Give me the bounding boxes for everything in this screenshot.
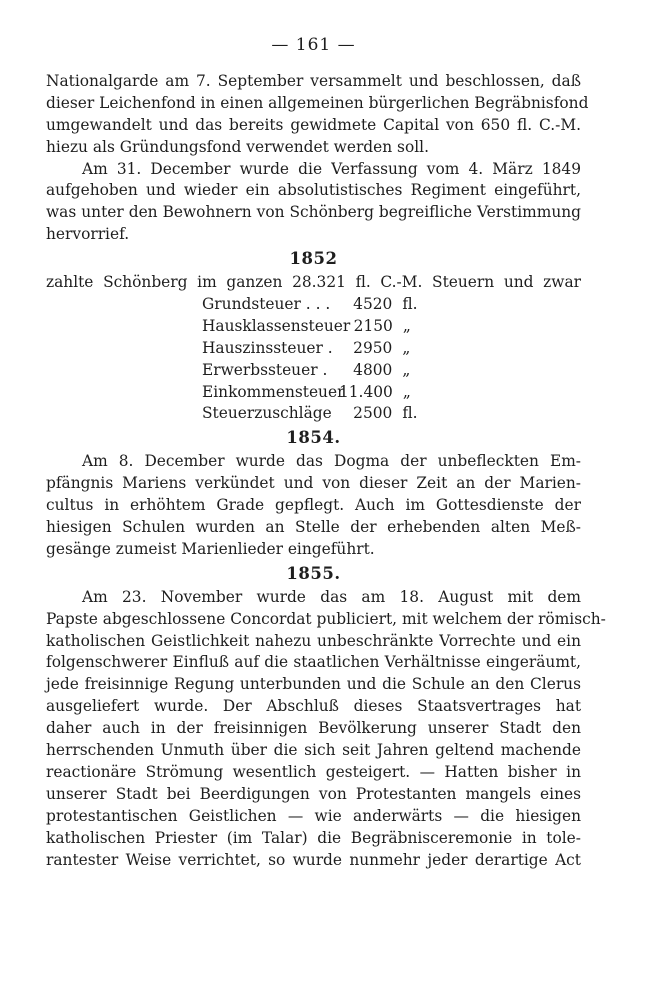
tax-amount: 2950 — [353, 338, 393, 357]
tax-amount: 2500 — [353, 404, 393, 423]
text-line: was unter den Bewohnern von Schönberg begreifliche Verstimmung — [46, 203, 581, 222]
tax-row — [202, 294, 442, 316]
year-heading-1854: 1854. — [286, 428, 341, 448]
text-line: reactionäre Strömung wesentlich gesteigert. — Hatten bisher in — [46, 762, 581, 781]
page-number: — 161 — — [271, 35, 356, 55]
tax-amount: 11.400 — [338, 382, 393, 401]
paragraph-december — [46, 159, 581, 247]
text-line: gesänge zumeist Marienlieder eingeführt. — [46, 539, 375, 558]
tax-unit: „ — [402, 382, 411, 401]
tax-row — [202, 338, 442, 360]
tax-row — [202, 382, 442, 404]
paragraph-intro — [46, 71, 589, 159]
tax-name: Steuerzuschläge — [202, 404, 332, 423]
tax-unit: „ — [402, 360, 411, 379]
text-line: zahlte Schönberg im ganzen 28.321 fl. C.-M. Steuern und zwar — [46, 273, 581, 292]
paragraph-1854 — [46, 451, 581, 560]
tax-unit: „ — [402, 316, 411, 335]
tax-unit: „ — [402, 338, 411, 357]
text-line: Am 31. December wurde die Verfassung vom 4. März 1849 — [82, 159, 581, 178]
text-line: dieser Leichenfond in einen allgemeinen bürgerlichen Begräbnisfond — [46, 93, 589, 112]
text-line: unserer Stadt bei Beerdigungen von Protestanten mangels eines — [46, 784, 581, 803]
text-line: hiezu als Gründungsfond verwendet werden soll. — [46, 137, 429, 156]
tax-row — [202, 360, 442, 382]
text-line: cultus in erhöhtem Grade gepflegt. Auch im Gottesdienste der — [46, 496, 581, 515]
text-line: rantester Weise verrichtet, so wurde nunmehr jeder derartige Act — [46, 850, 581, 869]
text-line: hervorrief. — [46, 225, 130, 244]
tax-unit: fl. — [402, 295, 418, 314]
text-line: pfängnis Mariens verkündet und von dieser Zeit an der Marien- — [46, 474, 581, 493]
text-line: hiesigen Schulen wurden an Stelle der erhebenden alten Meß- — [46, 518, 581, 537]
text-line: katholischen Geistlichkeit nahezu unbeschränkte Vorrechte und ein — [46, 631, 581, 650]
book-page — [46, 30, 606, 871]
text-line: aufgehoben und wieder ein absolutistisches Regiment eingeführt, — [46, 181, 581, 200]
text-line: ausgeliefert wurde. Der Abschluß dieses Staatsvertrages hat — [46, 697, 581, 716]
text-line: daher auch in der freisinnigen Bevölkerung unserer Stadt den — [46, 719, 581, 738]
tax-amount: 4520 — [353, 295, 393, 314]
year-heading-1852: 1852 — [289, 249, 338, 269]
tax-name: Erwerbssteuer . — [202, 360, 328, 379]
tax-amount: 2150 — [353, 316, 393, 335]
text-line: jede freisinnige Regung unterbunden und die Schule an den Clerus — [46, 675, 581, 694]
text-line: Papste abgeschlossene Concordat publiciert, mit welchem der römisch- — [46, 609, 606, 628]
tax-amount: 4800 — [353, 360, 393, 379]
tax-name: Hauszinssteuer . — [202, 338, 333, 357]
tax-unit: fl. — [402, 404, 418, 423]
tax-row — [202, 316, 442, 338]
text-line: umgewandelt und das bereits gewidmete Capital von 650 fl. C.-M. — [46, 115, 581, 134]
year-heading-1855: 1855. — [286, 563, 341, 583]
tax-name: Hausklassensteuer — [202, 316, 351, 335]
text-line: herrschenden Unmuth über die sich seit Jahren geltend machende — [46, 741, 581, 760]
text-line: Nationalgarde am 7. September versammelt und beschlossen, daß — [46, 72, 581, 90]
text-line: Am 23. November wurde das am 18. August mit dem — [82, 587, 581, 606]
text-line: protestantischen Geistlichen — wie anderwärts — die hiesigen — [46, 806, 581, 825]
tax-name: Grundsteuer . . . — [202, 295, 331, 314]
paragraph-1855 — [46, 587, 606, 872]
text-line: folgenschwerer Einfluß auf die staatlichen Verhältnisse eingeräumt, — [46, 653, 581, 672]
tax-name: Einkommensteuer — [202, 382, 345, 401]
text-line: Am 8. December wurde das Dogma der unbefleckten Em- — [82, 452, 581, 471]
text-line: katholischen Priester (im Talar) die Begräbnisceremonie in tole- — [46, 828, 581, 847]
tax-table — [202, 294, 442, 425]
tax-row — [202, 403, 442, 425]
